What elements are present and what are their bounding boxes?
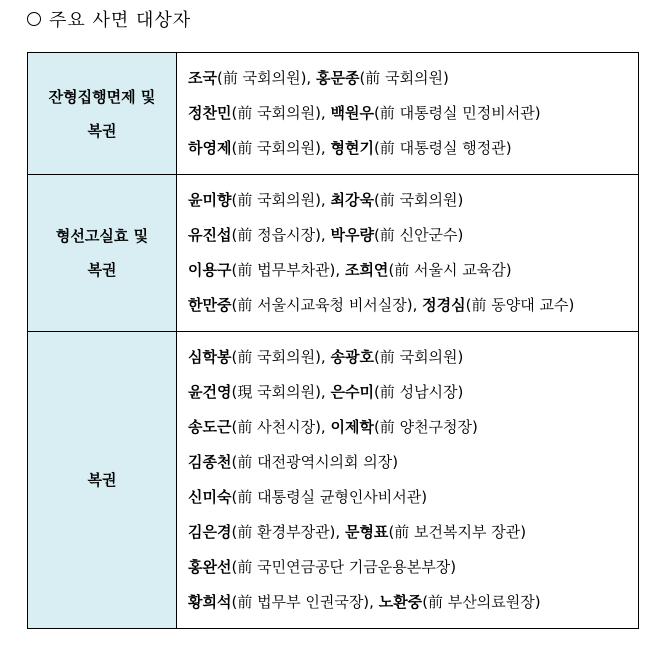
person-name: 형현기	[330, 139, 374, 157]
section-heading	[27, 6, 191, 32]
person-name: 정경심	[422, 296, 466, 314]
category-label: 복권	[87, 121, 117, 140]
person-name: 하영제	[188, 139, 232, 157]
person-name: 황희석	[188, 593, 232, 611]
person-detail: (前 법무부 인권국장),	[231, 593, 379, 611]
person-name: 신미숙	[188, 488, 232, 506]
person-name: 홍완선	[188, 558, 232, 576]
person-detail: (前 사천시장),	[231, 418, 331, 436]
category-cell	[28, 332, 177, 629]
person-name: 박우량	[330, 226, 374, 244]
circle-bullet-icon	[27, 12, 41, 26]
person-detail: (前 대통령실 균형인사비서관)	[231, 488, 428, 506]
person-name: 최강욱	[330, 191, 374, 209]
person-line	[188, 375, 638, 410]
person-detail: (前 대통령실 행정관)	[373, 139, 512, 157]
person-name: 윤건영	[188, 383, 232, 401]
person-line	[188, 515, 638, 550]
person-detail: (前 국회의원),	[231, 191, 331, 209]
person-line	[188, 480, 638, 515]
person-detail: (前 국회의원)	[359, 69, 449, 87]
person-name: 조희연	[344, 261, 389, 279]
names-cell	[177, 53, 639, 175]
person-detail: (前 동양대 교수)	[465, 296, 575, 314]
person-name: 송광호	[330, 348, 374, 366]
person-line	[188, 585, 638, 620]
person-detail: (前 대통령실 민정비서관)	[373, 104, 541, 122]
person-detail: (前 부산의료원장)	[422, 593, 541, 611]
person-detail: (前 서울시교육청 비서실장),	[231, 296, 423, 314]
names-cell	[177, 175, 639, 332]
person-line	[188, 288, 638, 323]
person-name: 이용구	[188, 261, 232, 279]
table-row	[28, 332, 639, 629]
person-line	[188, 550, 638, 585]
heading-text: 주요 사면 대상자	[49, 10, 192, 31]
person-name: 김종천	[188, 453, 232, 471]
table-row	[28, 175, 639, 332]
category-cell	[28, 175, 177, 332]
person-name: 문형표	[344, 523, 389, 541]
person-detail: (前 국민연금공단 기금운용본부장)	[231, 558, 457, 576]
person-line	[188, 183, 638, 218]
person-detail: (前 국회의원)	[373, 348, 464, 366]
person-detail: (前 환경부장관),	[231, 523, 345, 541]
category-cell	[28, 53, 177, 175]
table-row	[28, 53, 639, 175]
person-detail: (前 보건복지부 장관)	[388, 523, 527, 541]
person-line	[188, 61, 638, 96]
person-line	[188, 131, 638, 166]
person-detail: (前 정읍시장),	[231, 226, 331, 244]
person-name: 조국	[188, 69, 217, 87]
person-name: 윤미향	[188, 191, 232, 209]
category-label: 복권	[87, 471, 117, 489]
person-name: 이제학	[330, 418, 374, 436]
person-detail: (前 양천구청장)	[373, 418, 478, 436]
person-line	[188, 96, 638, 131]
person-name: 노환중	[378, 593, 423, 611]
person-name: 유진섭	[188, 226, 232, 244]
category-label: 잔형집행면제 및	[48, 87, 156, 106]
person-detail: (前 법무부차관),	[231, 261, 345, 279]
person-line	[188, 445, 638, 480]
person-detail: (現 국회의원),	[231, 383, 331, 401]
person-line	[188, 218, 638, 253]
person-detail: (前 국회의원),	[231, 104, 331, 122]
person-detail: (前 국회의원),	[231, 139, 331, 157]
person-name: 심학봉	[188, 348, 232, 366]
pardon-table	[27, 52, 639, 629]
person-line	[188, 253, 638, 288]
person-name: 홍문종	[315, 69, 360, 87]
names-cell	[177, 332, 639, 629]
person-detail: (前 신안군수)	[373, 226, 464, 244]
person-detail: (前 국회의원),	[231, 348, 331, 366]
person-detail: (前 성남시장)	[373, 383, 464, 401]
person-detail: (前 대전광역시의회 의장)	[231, 453, 399, 471]
category-label: 복권	[87, 261, 117, 279]
person-name: 백원우	[330, 104, 374, 122]
person-detail: (前 서울시 교육감)	[388, 261, 512, 279]
person-line	[188, 340, 638, 375]
person-name: 송도근	[188, 418, 232, 436]
person-name: 한만중	[188, 296, 232, 314]
person-name: 은수미	[330, 383, 374, 401]
person-name: 정찬민	[188, 104, 232, 122]
category-label: 형선고실효 및	[55, 227, 149, 245]
person-detail: (前 국회의원),	[216, 69, 316, 87]
person-detail: (前 국회의원)	[373, 191, 464, 209]
person-name: 김은경	[188, 523, 232, 541]
person-line	[188, 410, 638, 445]
